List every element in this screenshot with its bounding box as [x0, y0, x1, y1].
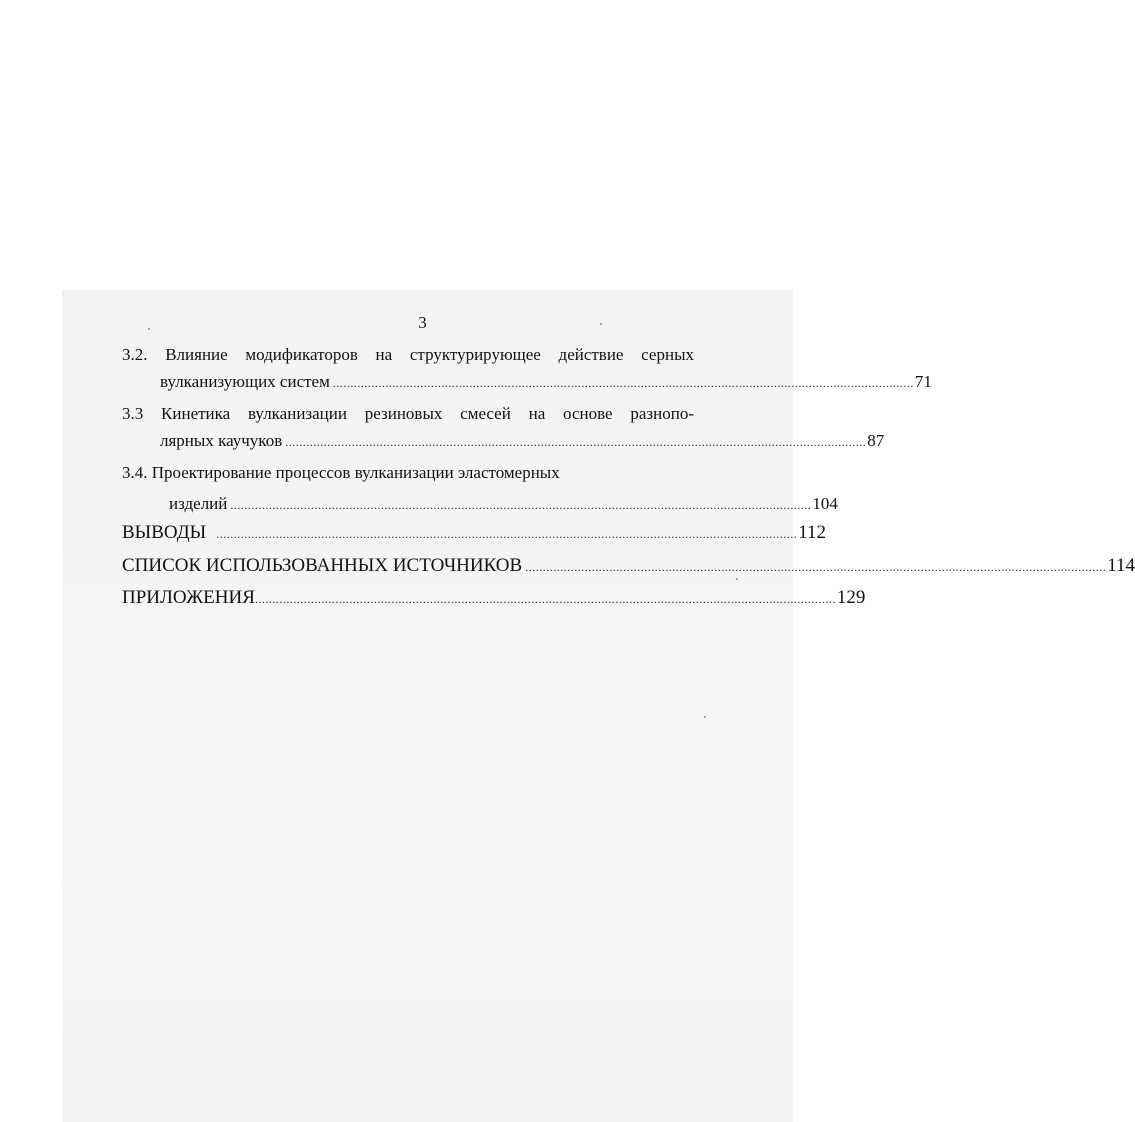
toc-entry-title: СПИСОК ИСПОЛЬЗОВАННЫХ ИСТОЧНИКОВ — [122, 555, 523, 576]
scan-speck — [704, 716, 706, 718]
toc-entry-3-4-line-2[interactable] — [169, 494, 838, 515]
scan-speck — [736, 578, 738, 580]
toc-page-ref: 112 — [798, 522, 827, 543]
toc-page-ref: 104 — [812, 494, 838, 513]
toc-entry-number: 3.2. — [122, 345, 148, 364]
toc-entry-3-2-line-2[interactable] — [160, 372, 932, 393]
page-number: 3 — [418, 313, 427, 332]
toc-entry-references[interactable] — [122, 555, 1135, 577]
toc-entry-3-4-line-1 — [122, 463, 724, 483]
toc-entry-conclusions[interactable] — [122, 522, 827, 544]
leader-dots: ...................................................................................................................................................................... — [332, 376, 914, 390]
scan-speck — [148, 328, 150, 330]
toc-page-ref: 129 — [836, 587, 866, 608]
toc-entry-title: Проектирование процессов вулканизации эластомерных — [151, 463, 560, 482]
toc-entry-continuation: лярных каучуков — [160, 431, 283, 450]
toc-entry-3-3-line-1 — [122, 404, 724, 424]
toc-entry-3-2-line-1 — [122, 345, 724, 365]
blank-page-top — [0, 0, 793, 290]
toc-page-ref: 71 — [914, 372, 932, 391]
toc-entry-number: 3.4. — [122, 463, 148, 482]
scan-speck — [600, 323, 602, 325]
toc-entry-continuation: вулканизующих систем — [160, 372, 330, 391]
toc-entry-title: Влияние модификаторов на структурирующее действие серных — [165, 345, 694, 364]
toc-page-ref: 114 — [1107, 555, 1135, 576]
toc-entry-title: ПРИЛОЖЕНИЯ — [122, 587, 255, 608]
toc-entry-title: ВЫВОДЫ — [122, 522, 207, 543]
leader-dots: ...................................................................................................................................................................... — [525, 560, 1107, 574]
leader-dots: ...................................................................................................................................................................... — [216, 527, 798, 541]
toc-entry-continuation: изделий — [169, 494, 228, 513]
toc-entry-number: 3.3 — [122, 404, 144, 423]
toc-entry-appendices[interactable] — [122, 587, 866, 609]
leader-dots: ...................................................................................................................................................................... — [285, 435, 867, 449]
toc-page-ref: 87 — [867, 431, 885, 450]
leader-dots: ...................................................................................................................................................................... — [254, 592, 836, 606]
toc-entry-3-3-line-2[interactable] — [160, 431, 885, 452]
leader-dots: ...................................................................................................................................................................... — [230, 498, 812, 512]
toc-entry-title: Кинетика вулканизации резиновых смесей на основе разнопо- — [161, 404, 694, 423]
